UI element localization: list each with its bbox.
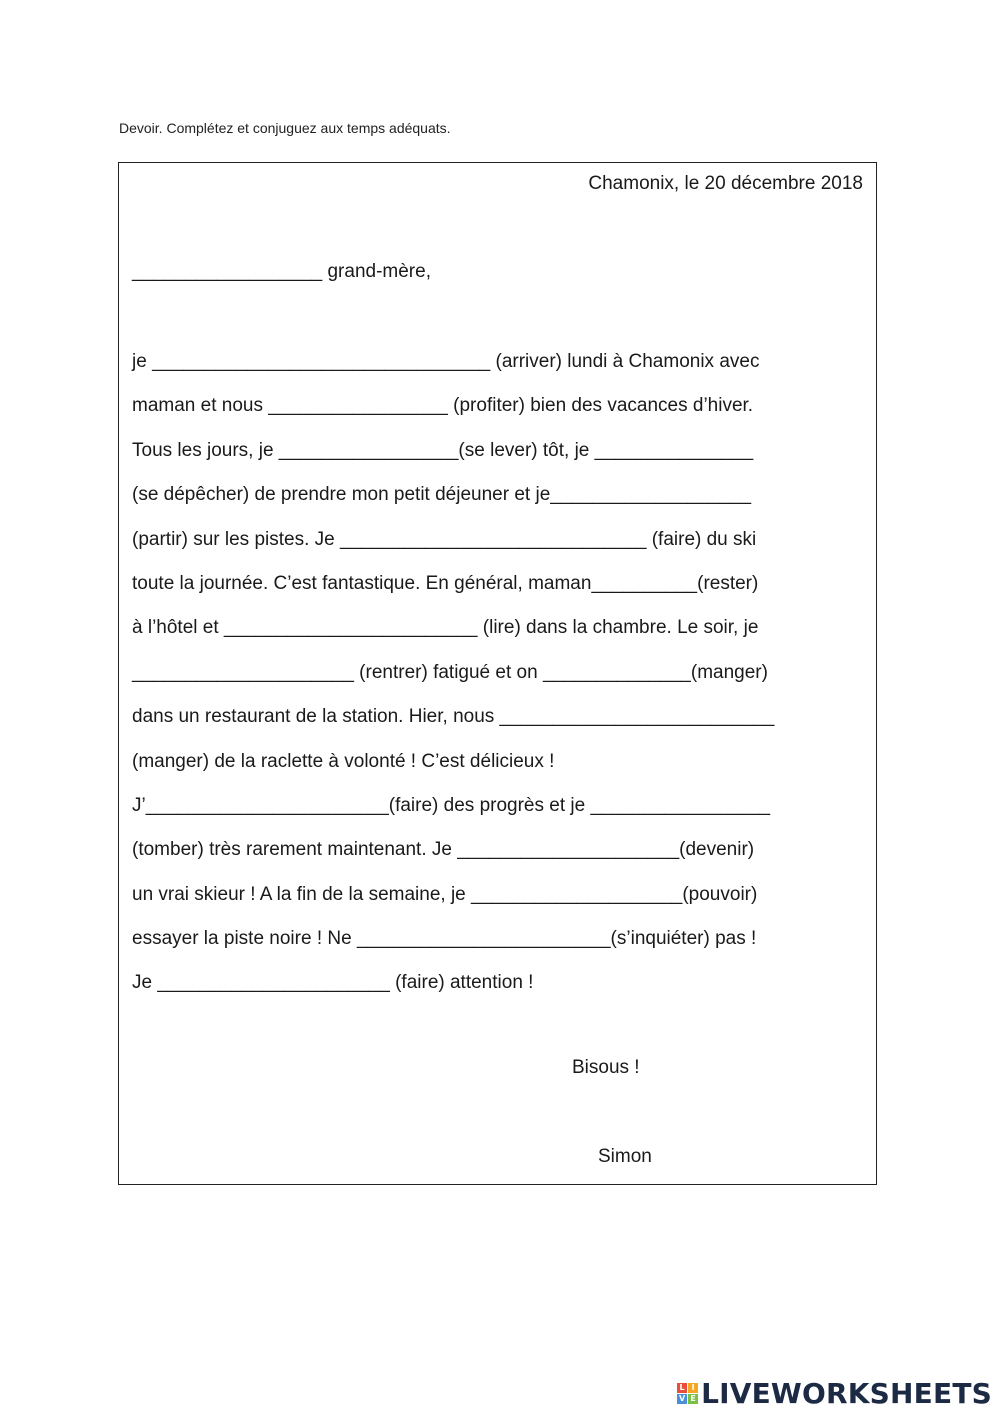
logo-tile: L [677,1383,687,1393]
logo-tile: I [688,1383,698,1393]
logo-tile: V [678,1394,686,1403]
letter-line: maman et nous _________________ (profiter) bien des vacances d’hiver. [132,395,754,417]
logo-tile: E [688,1394,698,1404]
letter-line: (partir) sur les pistes. Je _____________________________ (faire) du ski [132,528,757,550]
letter-signature: Simon [598,1146,652,1167]
instruction-text: Devoir. Complétez et conjuguez aux temps adéquats. [119,120,451,136]
liveworksheets-logo-icon [677,1383,698,1404]
letter-line: J’_______________________(faire) des progrès et je _________________ [132,794,771,816]
brand-name: LIVEWORKSHEETS [701,1377,992,1410]
letter-line: à l’hôtel et ________________________ (lire) dans la chambre. Le soir, je [132,617,759,639]
letter-line: Je ______________________ (faire) attention ! [132,972,534,994]
letter-line: _____________________ (rentrer) fatigué et on ______________(manger) [132,661,768,683]
letter-line: (tomber) très rarement maintenant. Je _____________________(devenir) [132,839,755,861]
letter-line: Tous les jours, je _________________(se lever) tôt, je _______________ [132,439,754,461]
letter-line: (se dépêcher) de prendre mon petit déjeuner et je___________________ [132,484,752,506]
letter-line: essayer la piste noire ! Ne ________________________(s’inquiéter) pas ! [132,928,757,950]
letter-line: un vrai skieur ! A la fin de la semaine, je ____________________(pouvoir) [132,883,758,905]
letter-closing: Bisous ! [572,1057,640,1078]
letter-greeting: __________________ grand-mère, [132,261,431,282]
letter-line: (manger) de la raclette à volonté ! C’est délicieux ! [132,750,555,772]
letter-body [132,346,872,1012]
letter-box [118,162,877,1185]
letter-line: toute la journée. C’est fantastique. En général, maman__________(rester) [132,572,759,594]
liveworksheets-brand[interactable] [677,1377,992,1410]
letter-line: dans un restaurant de la station. Hier, nous __________________________ [132,706,775,728]
letter-date: Chamonix, le 20 décembre 2018 [588,173,863,194]
letter-line: je ________________________________ (arriver) lundi à Chamonix avec [132,351,760,372]
